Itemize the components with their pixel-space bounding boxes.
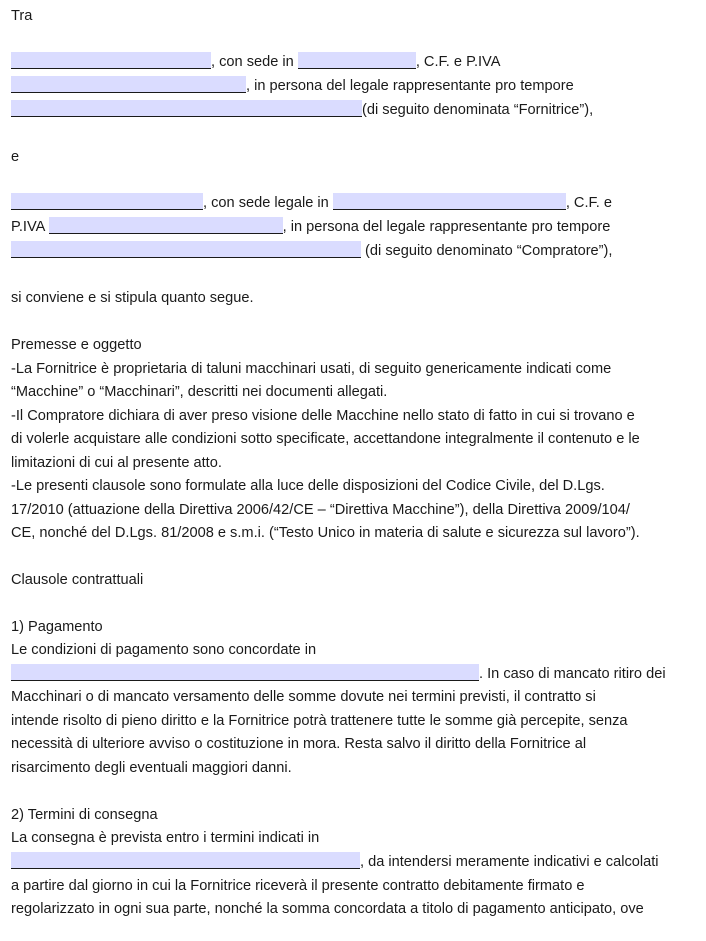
delivery-terms-field[interactable]: [11, 852, 360, 869]
clausole-heading: Clausole contrattuali: [11, 572, 144, 588]
pagamento-line-2: [11, 664, 666, 684]
pagamento-line: Le condizioni di pagamento sono concordate in: [11, 642, 317, 658]
agreement-text: si conviene e si stipula quanto segue.: [11, 290, 254, 306]
party1-text: (di seguito denominata “Fornitrice”),: [362, 102, 594, 118]
premesse-line: “Macchine” o “Macchinari”, descritti nei documenti allegati.: [11, 384, 388, 400]
party1-text: , C.F. e P.IVA: [415, 54, 501, 70]
premesse-line: 17/2010 (attuazione della Direttiva 2006/42/CE – “Direttiva Macchine”), della Direttiva 2009/104/: [11, 502, 630, 518]
consegna-line: regolarizzato in ogni sua parte, nonché la somma concordata a titolo di pagamento anticipato, ove: [11, 901, 644, 917]
party1-text: , con sede in: [211, 54, 298, 70]
party1-text: , in persona del legale rappresentante pro tempore: [246, 78, 574, 94]
party2-text: , con sede legale in: [203, 195, 333, 211]
premesse-line: -La Fornitrice è proprietaria di taluni macchinari usati, di seguito genericamente indicati come: [11, 361, 612, 377]
conjunction-text: e: [11, 149, 20, 165]
party2-representative-field[interactable]: [11, 241, 361, 258]
party1-line-1: [11, 52, 500, 72]
party2-text: (di seguito denominato “Compratore”),: [361, 243, 613, 259]
premesse-line: di volerle acquistare alle condizioni sotto specificate, accettandone integralmente il contenuto e le: [11, 431, 640, 447]
party1-line-3: [11, 100, 593, 120]
premesse-heading: Premesse e oggetto: [11, 337, 142, 353]
pagamento-text: . In caso di mancato ritiro dei: [479, 666, 666, 682]
consegna-line: a partire dal giorno in cui la Fornitrice riceverà il presente contratto debitamente firmato e: [11, 878, 585, 894]
consegna-line-2: [11, 852, 659, 872]
pagamento-line: risarcimento degli eventuali maggiori danni.: [11, 760, 292, 776]
party1-seat-field[interactable]: [298, 52, 416, 69]
consegna-text: , da intendersi meramente indicativi e calcolati: [360, 854, 659, 870]
party1-line-2: [11, 76, 574, 96]
party1-name-field[interactable]: [11, 52, 211, 69]
consegna-line: La consegna è prevista entro i termini indicati in: [11, 830, 320, 846]
party2-text: , in persona del legale rappresentante pro tempore: [282, 219, 611, 235]
party2-vat-field[interactable]: [49, 217, 283, 234]
party2-name-field[interactable]: [11, 193, 203, 210]
premesse-line: -Il Compratore dichiara di aver preso visione delle Macchine nello stato di fatto in cui si trovano e: [11, 408, 635, 424]
premesse-line: CE, nonché del D.Lgs. 81/2008 e s.m.i. (“Testo Unico in materia di salute e sicurezza sul lavoro”).: [11, 525, 640, 541]
party2-line-2: [11, 217, 610, 237]
pagamento-line: necessità di ulteriore avviso o costituzione in mora. Resta salvo il diritto della Fornitrice al: [11, 736, 587, 752]
party1-vat-field[interactable]: [11, 76, 246, 93]
pagamento-line: intende risolto di pieno diritto e la Fornitrice potrà trattenere tutte le somme già percepite, senza: [11, 713, 628, 729]
consegna-heading: 2) Termini di consegna: [11, 807, 158, 823]
party2-line-1: [11, 193, 612, 213]
party2-line-3: [11, 241, 612, 261]
pagamento-heading: 1) Pagamento: [11, 619, 103, 635]
party2-seat-field[interactable]: [333, 193, 566, 210]
party2-text: P.IVA: [11, 219, 49, 235]
payment-terms-field[interactable]: [11, 664, 479, 681]
premesse-line: limitazioni di cui al presente atto.: [11, 455, 222, 471]
pagamento-line: Macchinari o di mancato versamento delle somme dovute nei termini previsti, il contratto si: [11, 689, 596, 705]
party2-text: , C.F. e: [565, 195, 613, 211]
intro-text: Tra: [11, 8, 33, 24]
party1-representative-field[interactable]: [11, 100, 362, 117]
premesse-line: -Le presenti clausole sono formulate alla luce delle disposizioni del Codice Civile, del D.Lgs.: [11, 478, 605, 494]
